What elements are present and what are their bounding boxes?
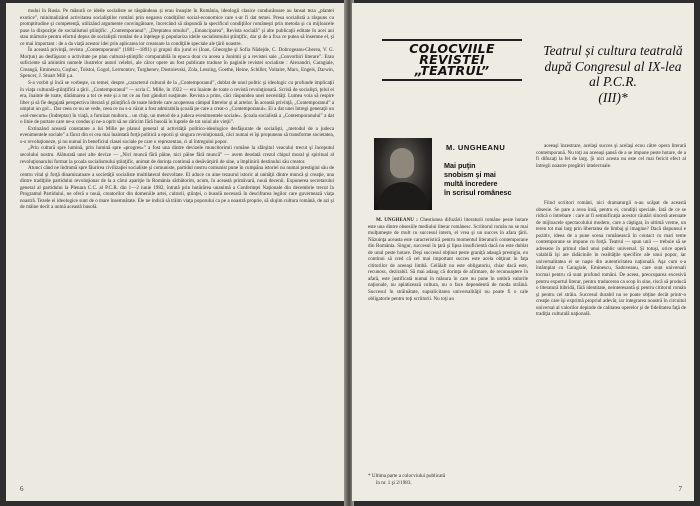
left-page-text — [20, 8, 334, 211]
series-title-line: „TEATRUL” — [414, 63, 490, 78]
article-title-line: al P.C.R. — [589, 74, 637, 89]
speaker-label: M. UNGHEANU : — [376, 217, 418, 223]
paragraph: mului în Rusia. Pe măsură ce ideile socialiste se răspândeau și erau însuşite în România, ideologii clasice conducătoare au lansat teza „plantei exotice”, minimalizând activitatea socialiştilor români prin negarea condiţiilor social-economice care s-ar fi dat temei. Presa socialistă a răspuns cu promptitudine şi competenţă, utilizând argumente convingătoare, încercând să răspundă la specificul condiţiilor româneşti prin metoda şi cu mijloacele puse la dispoziţie de socialismul ştiinţific. „Contemporanul”, „Dreptatea omului”, „Emanciparea”, Revista socială” şi alte publicaţii editate în acei ani stau mărturie pentru efortul depus de socialiştii români de a înţelege şi populariza ideile socialismului ştiinţific, dar şi de a fixa ce putea să însemne el, şi ce mai important : de a da viaţă acestor idei prin aplicarea lor creatoare la condiţiile speciale ale ţării noastre. — [20, 8, 334, 47]
tagline-line: Mai puţin — [444, 161, 476, 170]
series-rule-bottom — [382, 79, 522, 81]
author-photo — [374, 138, 432, 210]
footnote-line: în nr. 1 şi 2/1983. — [376, 479, 412, 486]
page-number: 7 — [678, 485, 682, 493]
footnote — [368, 473, 528, 486]
page-number: 6 — [20, 485, 24, 493]
paragraph: Atunci când ne îndrumă spre făurirea civilizaţiei socialiste şi comuniste, partidul nostru comunist pune în cumpăna istoriei nu numai prestigiul său de centru vital şi forţă dinamizatoare a societăţii socialiste multilateral dezvoltate. El aduce cu aine tezaurul istoric al unităţii dintre muncă şi creaţie, una dintre tradiţiile partidului revoluţionar de la a cărui apariţie în România sărbătorim, acum, în această primăvară, nouă decenii. Expunerea secretarului general al partidului la Plenara C.C. al P.C.R. din 1—2 iunie 1982, întrată prin hotărârea unanimă a Conferinţei Naţionale din decembrie trecut în Programul Partidului, ne oferă o nouă, creatorilor din domeniile artei, culturii, ştiinţei, o busolă necesară în descifrarea legilor care guvernează viaţa noastră. Tezele ei ideologice sunt de o mare însemnătate. Ele ne indică să trăim viaţa poporului ca pe a noastră proprie, să slujim cultura română, de azi şi de mâine decît a unmă această busolă. — [20, 165, 334, 211]
paragraph: aceeaşi înzestrare, acelaşi succes şi acelaşi ecou către opera literară contemporană. Nu toţi au aceeaşi şansă de a se impune peste hotare, de a fi difuzaţi la fel de larg. Şi nici acesta nu este cel mai fericit efect al întregii noastre pregătiri intelectuale. — [536, 143, 686, 169]
paragraph: S-a vorbit şi încă se vorbeşte, cu temei, despre „caracterul cultural de la „Contemporanul”, dublat de unul politic şi ideologic cu profunde implicaţii în viaţa culturală-ştiinţifică a ţării. „Contemporanul” — scria C. Mille, în 1922 — era înainte de toate o revistă revoluţionară. Scrisă de socialişti, ţelul ei era, înainte de toate, dărâmarea a tot ce este şi a tot ce au fost gânduri susţinute. Revista a prins, căci răspundea unei necesităţi. Lumea voia să respire liber şi să fie degajată perspectiva literară şi ştiinţifică de toate hidrele care acopereau câmpul literelor şi al artelor. În această privinţă, „Contemporanul” a umplut un gol... Dar ceea ce nu se vede, ceea ce nu s-a văzut a fost admirabila şcoală pe care a creat-o „Contemporanul». Ei a dat unei întregi generaţii un «sol-mecum» (îndreptar) în viaţă, a furnizat multora... un chip, un metod de a judeca evenimentele sociale». Şcoala socialistă a „Contemporanului” a dat o linie de purtare care ne-a condus şi ne-a oprit să ne zăticim fără busolă în luptele de tot soiul ale vieţii”. — [20, 80, 334, 126]
paragraph: Extinzând această constatare a lui Mille pe planul general al activităţii politico-ideologice desfăşurate de socialişti, „metodul de a judeca evenimentele sociale” a făcut din ei cea mai înaintată forţă politică a epocii şi singura revoluţionară, căci numai ei îşi propuneau să transforme societatea, s-o revoluţioneze, şi nu numai în beneficiul clasei sociale pe care o reprezentau, ci al întregului popor. — [20, 125, 334, 145]
author-name: M. UNGHEANU — [446, 143, 506, 152]
article-title-line: Teatrul și cultura teatrală — [543, 43, 683, 58]
article-title-line: (III)* — [598, 89, 628, 105]
article-column-2 — [536, 200, 686, 318]
article-column-1 — [368, 217, 528, 302]
paragraph-text: Chestiunea difuzării literaturii române peste hotare este una dintre obsesiile mediului literar românesc. Scriitorul român nu se mai mulţumeşte de mult cu succesul intern, el vrea şi un succes în afara ţării. Năzuinţa aceasta este caracteristică pentru momentul literaturii contemporane din România. Singur, succesul în ţară şi lipsa insuficientă dacă nu este dublat de unul peste hotare. Deşi succesul obţinut peste graniţă adaugă prestigiu, eu continui să cred că cel mai important succes este acela obţinut în faţa cititorilor de aceeaşi limbă. Celălalt nu este obligatoriu, chiar dacă este, recunosc, dezirabil. Să mai adaug că dorinţa de afirmare, de recunoaştere în afară, este justificată numai în măsura în care nu pune în umbră valorile naţionale, nu aplatizează cultura, nu o face dependentă de moda străină. Succesul în străinătate, supralicitarea universalităţii nu poate fi o cale obligatorie pentru toţi scriitorii. Nu toţi au — [368, 217, 528, 302]
paragraph — [368, 217, 528, 302]
article-column-2-top — [536, 143, 686, 169]
article-tagline — [444, 161, 526, 197]
tagline-line: în scrisul românesc — [444, 188, 512, 197]
author-photo-shoulders — [378, 182, 428, 210]
article-title-line: după Congresul al IX-lea — [544, 58, 682, 74]
footnote-line: * Ultima parte a colocviului publicată — [368, 473, 446, 479]
paragraph: „Prin cultură spre lumină, prin lumină spre «progres»” a fost una dintre devizele muncitorimii române la sfârşitul veacului trecut şi începutul secolului nostru. Alăturată unei alte devize — „Nici muncă fără pâine, nici pâine fără muncă” — avem deodată crezul chipul moral şi spiritual al revoluţionarului format la şcoala socialismului ştiinţific, animat de dorinţa continuă a desăvârşirii de sine, a împlinirii destinului său creator. — [20, 145, 334, 165]
tagline-line: multă încredere — [444, 179, 498, 188]
article-title — [540, 43, 686, 105]
left-page — [6, 3, 346, 501]
paragraph: Fiind scriitori români, nici dramaturgii n-au scăpat de această obsesie. Se pare a avea însă, pentru ei, condiţii speciale. Iată de ce se ridică o întrebare : care ar fi semnificaţia acestor căutări sinceră atenuate de mijloacele spectacolului modern, care a câştigat, în ultimă vreme, un teren tot mai larg prin libertatea de limbaj şi imagine? Dacă răspunsul e pozitiv, ideea de a pune scena românească în contact cu mari teme contemporane se impune cu forţă. Teatrul — spun unii — trebuie să se adreseze în primul rând unui public universal. Şi totuşi, orice operă valabilă îşi are rădăcinile în realităţile specifice ale unui popor, iar universalitatea ei se naşte din autenticitatea naţională. Aşa cum s-a întâmplat cu Caragiale, Eminescu, Sadoveanu, care sunt universali tocmai pentru că sunt profund români. De aceea, preocuparea excesivă pentru exportul literar, pentru traducerea ca scop în sine, riscă să producă o literatură hibridă, fără identitate, neinteresantă şi pentru cititorul român şi pentru cel străin. Succesul durabil nu se poate obţine decât printr-o creaţie care îşi exprimă propriul adevăr, iar integrarea noastră în circuitul universal al valorilor depinde de calitatea operelor şi de fidelitatea faţă de tradiţia culturală naţională. — [536, 200, 686, 318]
series-title — [382, 43, 522, 76]
right-page — [352, 3, 694, 501]
author-photo-face — [390, 148, 414, 178]
tagline-line: snobism şi mai — [444, 170, 496, 179]
series-title-line: COLOCVIILE — [409, 41, 495, 56]
series-title-line: REVISTEI — [419, 52, 485, 67]
paragraph: În această privinţă, revista „Contemporanul” (1881—1891) şi grupul din jurul ei (Ioan, Gheorghe şi Sofia Nădejde, C. Dobrogeanu-Gherea, V. G. Morţun) au desfăşurat o activitate pe plan cultural-ştiinţific comparabilă în epoca doar cu aceea a Junimii şi a revistei sale „Convorbiri literare”. Erau suficiente să amintim numele ilustrelor autori celebri, ale căror opere au fost publicate traduse în paginile revistei socialiste : Alexandri, Caragiale, Creangă, Eminescu, Coşbuc, Tolstoi, Gogol, Lermontov, Turghenev, Dostoievski, Zola, Lessing, Goethe, Heine, Schiller, Voltaire, Marx, Engels, Darwin, Spencer, J. Stuart Mill ş.a. — [20, 47, 334, 80]
